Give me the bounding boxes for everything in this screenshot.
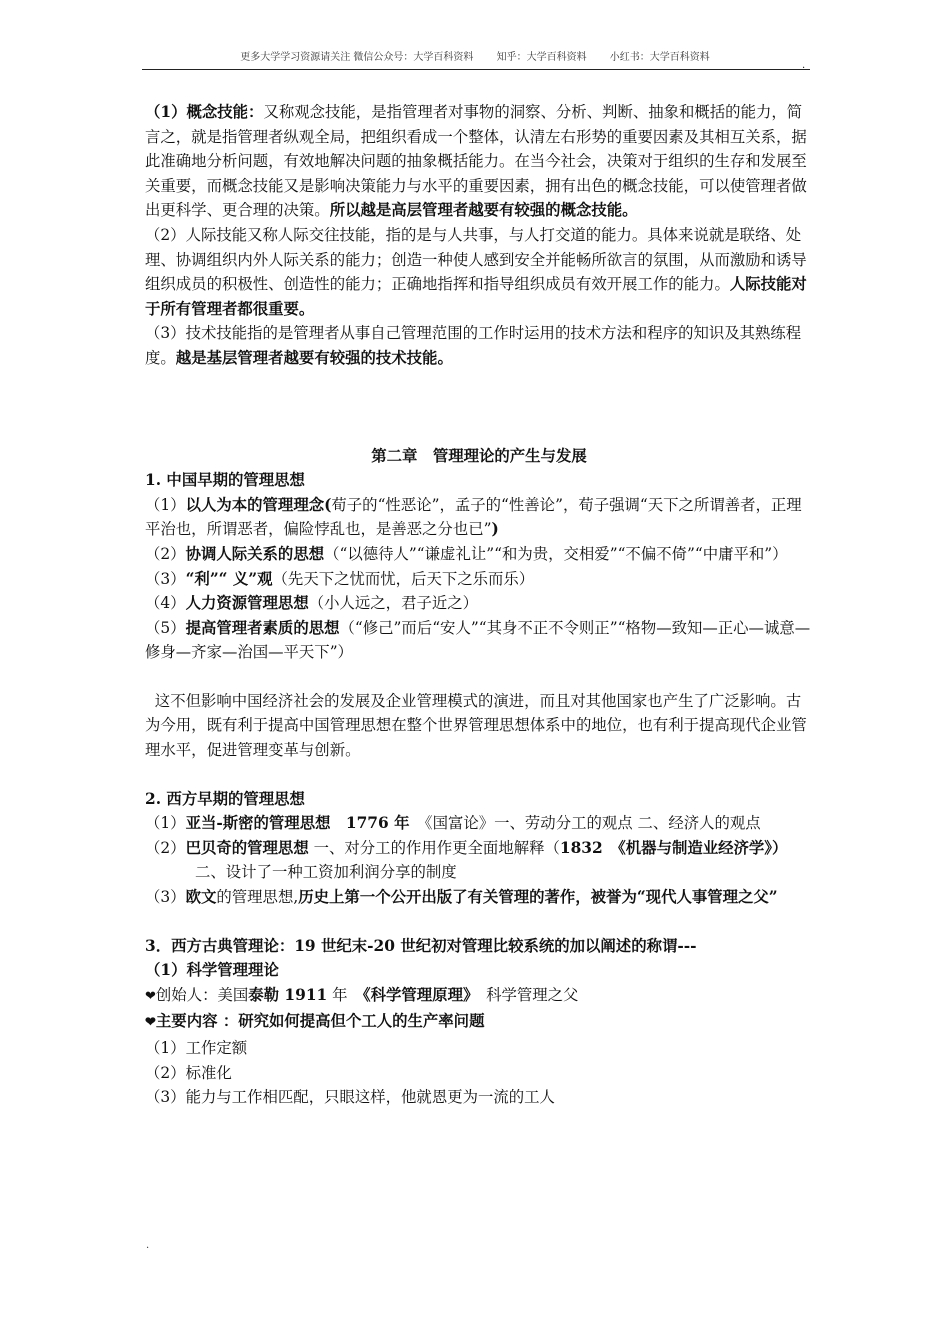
item-prefix: （4） (145, 594, 186, 613)
interpersonal-skill-paragraph (145, 223, 813, 321)
interpersonal-skill-conclusion: 人际技能对于所有管理者都很重要。 (145, 275, 807, 318)
item-bold: “利”“ 义”观 (185, 569, 273, 588)
spacer (145, 763, 813, 787)
chapter-title: 第二章 管理理论的产生与发展 (371, 446, 587, 465)
founder-name: 泰勒 1911 (248, 985, 328, 1004)
item-prefix: （5） (145, 618, 186, 637)
summary-text: 这不但影响中国经济社会的发展及企业管理模式的演进，而且对其他国家也产生了广泛影响。古为今用，既有利于提高中国管理思想在整个世界管理思想体系中的地位，也有利于提高现代企业管理水平，促进管理变革与创新。 (145, 691, 807, 760)
founder-book: 《科学管理原理》 (362, 985, 471, 1004)
header-rule (142, 69, 810, 70)
china-summary (145, 689, 813, 763)
item-text: 的管理思想, (216, 888, 299, 907)
classic-item: （1）工作定额 (145, 1039, 248, 1057)
founder-year-unit: 年 (327, 985, 363, 1004)
classic-item: （2）标准化 (145, 1063, 232, 1082)
item-bold: 亚当-斯密的管理思想 1776 年 (185, 814, 410, 833)
item-prefix: （3） (145, 569, 186, 588)
item-prefix: （1） (145, 495, 186, 514)
technical-skill-text: （3）技术技能指的是管理者从事自己管理范围的工作时运用的技术方法和程序的知识及其熟练程度。 (145, 324, 802, 367)
item-text: 《国富论》一、劳动分工的观点 二、经济人的观点 (424, 814, 761, 833)
china-item-1 (145, 493, 813, 542)
header-zhihu: 知乎：大学百科资料 (496, 52, 587, 63)
china-item-3 (145, 567, 813, 592)
west-item-3 (145, 885, 813, 910)
interpersonal-skill-text: （2）人际技能又称人际交往技能，指的是与人共事，与人打交道的能力。具体来说就是联络、处理、协调组织内外人际关系的能力；创造一种使人感到安全并能畅所欲言的氛围，从而激励和诱导组织成员的积极性、创造性的能力；正确地指挥和指导组织成员有效开展工作的能力。 (145, 225, 807, 294)
concept-skill-label: （1）概念技能： (145, 103, 264, 121)
founder-title: 科学管理之父 (470, 985, 579, 1004)
china-heading: 1. 中国早期的管理思想 (145, 471, 305, 490)
document-body (145, 100, 813, 1110)
item-prefix: （2） (145, 838, 186, 857)
concept-skill-text: 又称观念技能，是指管理者对事物的洞察、分析、判断、抽象和概括的能力，简言之，就是指管理者纵观全局，把组织看成一个整体，认清左右形势的重要因素及其相互关系，据此准确地分析问题，有效地解决问题的抽象概括能力。在当今社会，决策对于组织的生存和发展至关重要，而概念技能又是影响决策能力与水平的重要因素，拥有出色的概念技能，可以使管理者做出更科学、更合理的决策。 (145, 103, 807, 220)
item-bold-2: 1832 《机器与制造业经济学》） (559, 838, 788, 857)
china-item-4 (145, 591, 813, 616)
spacer (145, 371, 813, 444)
item-text: （“以德待人”“谦虚礼让”“和为贵，交相爱”“不偏不倚”“中庸平和”） (324, 544, 788, 563)
technical-skill-paragraph (145, 321, 813, 370)
item-bold-2: 历史上第一个公开出版了有关管理的著作，被誉为“现代人事管理之父” (298, 888, 778, 907)
footer-dot: . (146, 1240, 150, 1251)
china-item-2 (145, 542, 813, 567)
item-bold: 以人为本的管理理念( (185, 495, 332, 514)
item-prefix: （2） (145, 544, 186, 563)
item-text: （先天下之忧而忧，后天下之乐而乐） (272, 569, 535, 588)
concept-skill-paragraph (145, 100, 813, 223)
west-item-2 (145, 836, 813, 861)
founder-label: 创始人：美国 (155, 985, 249, 1004)
item-text: （小人远之，君子近之） (308, 594, 479, 613)
concept-skill-conclusion: 所以越是高层管理者越要有较强的概念技能。 (329, 201, 638, 220)
item-text: 一、对分工的作用作更全面地解释（ (308, 838, 560, 857)
item-text: （“修己”而后“安人”“其身不正不令则正”“格物—致知—正心—诚意—修身—齐家—治国—平天下”） (145, 618, 811, 662)
item-prefix: （1） (145, 814, 186, 833)
header-wechat: 更多大学学习资源请关注 微信公众号：大学百科资料 (240, 52, 474, 63)
page-header (0, 48, 950, 63)
item-prefix: （3） (145, 888, 186, 907)
header-dot: . (802, 60, 806, 71)
item-bold: 欧文 (185, 888, 217, 907)
item-bold: 提高管理者素质的思想 (185, 618, 340, 637)
technical-skill-conclusion: 越是基层管理者越要有较强的技术技能。 (175, 348, 453, 367)
main-content-line (145, 1009, 813, 1036)
spacer (145, 910, 813, 934)
item-bold: 巴贝奇的管理思想 (185, 838, 309, 857)
classic-heading: 3．西方古典管理论：19 世纪末-20 世纪初对管理比较系统的加以阐述的称谓--- (145, 936, 697, 955)
west-item-1 (145, 811, 813, 836)
spacer (145, 665, 813, 689)
heart-icon: ❤ (145, 988, 156, 1004)
heart-icon: ❤ (145, 1015, 156, 1031)
classic-subheading: （1）科学管理理论 (145, 961, 279, 980)
west-item-2-line-2: 二、设计了一种工资加利润分享的制度 (195, 863, 457, 882)
west-heading: 2. 西方早期的管理思想 (145, 789, 305, 808)
header-xiaohongshu: 小红书：大学百科资料 (609, 52, 710, 63)
founder-line (145, 983, 813, 1010)
classic-item: （3）能力与工作相匹配，只眼这样，他就恩更为一流的工人 (145, 1088, 555, 1107)
main-content-text: 主要内容 ：研究如何提高但个工人的生产率问题 (155, 1012, 485, 1031)
item-close: ) (491, 520, 499, 539)
item-bold: 人力资源管理思想 (185, 594, 309, 613)
item-text: 荀子的“性恶论”，孟子的“性善论”，荀子强调“天下之所谓善者，正理平治也，所谓恶者，偏险悖乱也，是善恶之分也已” (145, 495, 802, 539)
item-bold: 协调人际关系的思想 (185, 544, 325, 563)
china-item-5 (145, 616, 813, 665)
